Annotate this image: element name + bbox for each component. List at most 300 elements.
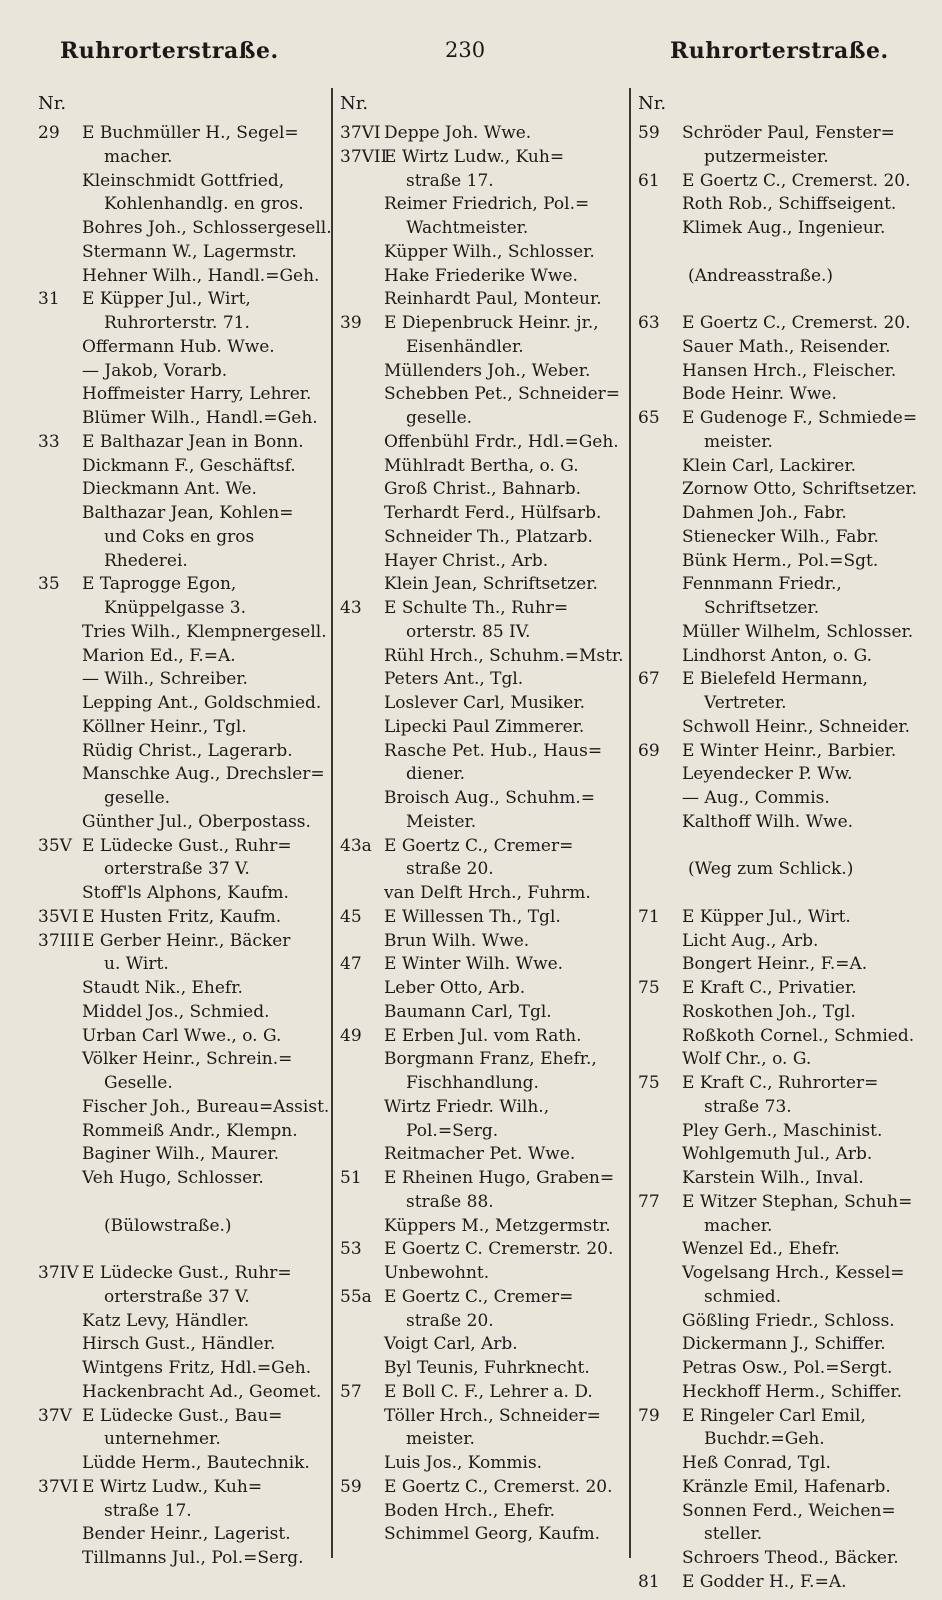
column-header-nr: Nr. [638,93,667,114]
entry-text: Gößling Friedr., Schloss. [682,1310,895,1331]
entry-text: macher. [104,146,173,167]
resident-line [638,1357,928,1381]
resident-line [340,1428,620,1452]
house-entry [638,1191,928,1215]
entry-text: E Rheinen Hugo, Graben= [384,1168,615,1188]
resident-line [340,265,620,289]
resident-line [340,763,620,787]
entry-text: Kohlenhandlg. en gros. [104,194,304,215]
entry-text: E Goertz C., Cremerst. 20. [384,1476,613,1497]
house-number: 55a [340,1286,372,1307]
entry-text: — Wilh., Schreiber. [82,669,248,690]
entry-text: straße 20. [406,859,494,880]
house-entry [38,288,328,312]
entry-text: E Küpper Jul., Wirt. [682,906,851,927]
resident-line [38,811,328,835]
house-number: 75 [638,978,660,998]
resident-line [340,407,620,431]
entry-text: E Goertz C., Cremerst. 20. [682,313,911,333]
entry-text: Dahmen Joh., Fabr. [682,503,847,523]
resident-line [38,692,328,716]
entry-text: putzermeister. [704,146,829,167]
resident-line [638,645,928,669]
entry-text: straße 88. [406,1191,494,1212]
resident-line [38,740,328,764]
house-number: 35V [38,835,72,856]
resident-line [340,1001,620,1025]
house-number: 79 [638,1405,660,1426]
entry-text: Wolf Chr., o. G. [682,1049,812,1070]
resident-line [638,383,928,407]
house-number: 65 [638,408,660,428]
resident-line [38,1452,328,1476]
resident-line [340,740,620,764]
entry-text: E Balthazar Jean in Bonn. [82,431,304,452]
entry-text: E Husten Fritz, Kaufm. [82,906,282,927]
entry-text: Günther Jul., Oberpostass. [82,811,311,832]
entry-text: Bode Heinr. Wwe. [682,384,837,405]
entry-text: Offenbühl Frdr., Hdl.=Geh. [384,431,619,452]
entry-text: Schimmel Georg, Kaufm. [384,1524,600,1545]
directory-column-3 [638,86,928,1595]
resident-line [638,1120,928,1144]
resident-line [638,1381,928,1405]
resident-line [38,383,328,407]
resident-line [638,1500,928,1524]
house-number: 37III [38,930,80,951]
resident-line [38,953,328,977]
resident-line [638,1025,928,1049]
resident-line [38,1191,328,1215]
entry-text: Lüdde Herm., Bautechnik. [82,1453,310,1473]
running-head-left: Ruhrorterstraße. [60,38,279,64]
resident-line [340,241,620,265]
entry-text: Offermann Hub. Wwe. [82,336,275,357]
entry-text: Voigt Carl, Arb. [384,1334,518,1355]
entry-text: Buchdr.=Geh. [704,1429,825,1450]
resident-line [38,217,332,241]
resident-line [340,360,620,384]
house-entry [638,977,928,1001]
entry-text: Knüppelgasse 3. [104,598,247,618]
entry-text: Deppe Joh. Wwe. [384,123,532,143]
house-entry [38,1262,328,1286]
page-header [0,38,942,72]
entry-text: Petras Osw., Pol.=Sergt. [682,1358,893,1378]
resident-line [340,668,620,692]
resident-line [340,1357,620,1381]
resident-line [638,1523,928,1547]
entry-text: Licht Aug., Arb. [682,930,819,951]
running-head-right: Ruhrorterstraße. [670,38,889,64]
house-entry [638,312,928,336]
house-number: 37VI [340,123,381,143]
resident-line [638,835,928,859]
resident-line [638,265,928,289]
entry-text: und Coks en gros [104,526,255,547]
entry-text: Borgmann Franz, Ehefr., [384,1049,597,1070]
house-entry [638,170,928,194]
entry-text: Veh Hugo, Schlosser. [82,1168,264,1188]
entry-text: E Ringeler Carl Emil, [682,1405,866,1426]
page-number: 230 [445,38,486,62]
entry-text: diener. [406,764,466,785]
resident-line [638,787,928,811]
resident-line [38,1500,328,1524]
resident-line [38,336,328,360]
resident-line [38,502,328,526]
entry-text: Hake Friederike Wwe. [384,265,578,286]
resident-line [638,360,928,384]
resident-line [638,1167,928,1191]
entry-text: Fischer Joh., Bureau=Assist. [82,1096,330,1117]
entry-text: Middel Jos., Schmied. [82,1001,270,1022]
house-entry [638,906,928,930]
resident-line [638,526,928,550]
resident-line [38,1001,328,1025]
resident-line [340,1048,620,1072]
resident-line [340,1333,620,1357]
house-entry [340,1476,620,1500]
resident-line [340,336,620,360]
house-number: 67 [638,669,660,690]
resident-line [340,716,620,740]
resident-line [38,1310,328,1334]
resident-line [340,787,620,811]
entry-text: Vogelsang Hrch., Kessel= [682,1263,905,1283]
house-entry [38,122,328,146]
entry-text: Lepping Ant., Goldschmied. [82,693,322,713]
resident-line [340,1072,620,1096]
column-divider [629,88,631,1558]
resident-line [340,526,620,550]
house-number: 53 [340,1239,362,1260]
resident-line [638,478,928,502]
resident-line [38,787,328,811]
resident-line [638,1333,928,1357]
entry-text: Schwoll Heinr., Schneider. [682,716,911,737]
house-number: 69 [638,740,660,761]
entry-text: Rühl Hrch., Schuhm.=Mstr. [384,645,624,666]
resident-line [38,1072,328,1096]
entry-text: Stermann W., Lagermstr. [82,241,297,262]
house-number: 47 [340,954,362,975]
resident-line [38,1143,328,1167]
entry-text: E Wirtz Ludw., Kuh= [82,1476,263,1497]
house-entry [38,431,328,455]
entry-text: E Willessen Th., Tgl. [384,906,561,927]
resident-line [38,645,328,669]
entry-text: geselle. [104,788,171,808]
entry-text: E Buchmüller H., Segel= [82,123,299,143]
entry-text: Leyendecker P. Ww. [682,764,853,785]
resident-line [38,1215,328,1239]
entry-text: Tillmanns Jul., Pol.=Serg. [82,1548,304,1568]
house-number: 63 [638,313,660,333]
resident-line [38,1547,328,1571]
entry-text: Wachtmeister. [406,218,529,238]
entry-text: Mühlradt Bertha, o. G. [384,455,579,476]
house-entry [340,953,620,977]
resident-line [340,573,620,597]
entry-text: Bender Heinr., Lagerist. [82,1524,291,1545]
resident-line [638,336,928,360]
entry-text: Klimek Aug., Ingenieur. [682,218,886,238]
entry-text: Wohlgemuth Jul., Arb. [682,1144,873,1165]
entry-text: Köllner Heinr., Tgl. [82,716,247,737]
resident-line [340,1120,620,1144]
entry-text: meister. [406,1429,475,1450]
entry-text: unternehmer. [104,1429,221,1450]
entry-text: Rüdig Christ., Lagerarb. [82,740,293,761]
entry-text: Roskothen Joh., Tgl. [682,1001,856,1022]
house-entry [638,740,928,764]
resident-line [638,455,928,479]
house-entry [340,1025,620,1049]
entry-text: Balthazar Jean, Kohlen= [82,503,294,523]
resident-line [38,1357,328,1381]
entry-text: Kalthoff Wilh. Wwe. [682,811,854,832]
entry-text: E Lüdecke Gust., Ruhr= [82,1263,292,1283]
resident-line [38,1096,328,1120]
resident-line [638,573,928,597]
entry-text: E Lüdecke Gust., Ruhr= [82,835,292,856]
entry-text: E Goertz C., Cremer= [384,1286,574,1307]
entry-text: Rommeiß Andr., Klempn. [82,1120,298,1141]
resident-line [38,455,328,479]
house-number: 31 [38,289,60,310]
house-entry [38,1405,328,1429]
resident-line [38,1025,328,1049]
resident-line [638,716,928,740]
entry-text: Schröder Paul, Fenster= [682,123,895,143]
entry-text: E Gudenoge F., Schmiede= [682,408,918,428]
entry-text: Töller Hrch., Schneider= [384,1405,601,1426]
entry-text: Reimer Friedrich, Pol.= [384,194,590,215]
entry-text: Klein Jean, Schriftsetzer. [384,574,598,595]
house-entry [38,906,328,930]
entry-text: Bohres Joh., Schlossergesell. [82,218,332,238]
entry-text: macher. [704,1215,773,1236]
entry-text: Sauer Math., Reisender. [682,336,891,357]
house-entry [340,1286,620,1310]
entry-text: Manschke Aug., Drechsler= [82,764,325,785]
resident-line [638,193,928,217]
house-number: 37IV [38,1263,79,1283]
resident-line [38,763,328,787]
resident-line [340,1523,620,1547]
entry-text: Schneider Th., Platzarb. [384,526,593,547]
entry-text: Baginer Wilh., Maurer. [82,1144,280,1165]
entry-text: Stoff'ls Alphons, Kaufm. [82,883,289,903]
entry-text: Hirsch Gust., Händler. [82,1334,276,1355]
entry-text: Völker Heinr., Schrein.= [82,1049,293,1070]
house-entry [638,1571,928,1595]
entry-text: Schroers Theod., Bäcker. [682,1548,899,1568]
entry-text: Hansen Hrch., Fleischer. [682,360,897,381]
resident-line [38,716,328,740]
entry-text: Roth Rob., Schiffseigent. [682,194,897,215]
house-number: 37VII [340,146,388,167]
house-entry [340,906,620,930]
resident-line [38,1048,328,1072]
house-number: 39 [340,313,362,333]
entry-text: Baumann Carl, Tgl. [384,1001,552,1022]
resident-line [38,858,328,882]
resident-line [38,668,328,692]
resident-line [340,455,620,479]
resident-line [340,478,620,502]
resident-line [340,977,620,1001]
resident-line [638,811,928,835]
entry-text: Luis Jos., Kommis. [384,1453,543,1473]
resident-line [340,621,620,645]
entry-text: straße 17. [406,170,494,191]
entry-text: Peters Ant., Tgl. [384,669,524,690]
resident-line [340,930,620,954]
entry-text: Brun Wilh. Wwe. [384,930,530,951]
resident-line [340,1310,620,1334]
resident-line [638,1001,928,1025]
entry-text: Sonnen Ferd., Weichen= [682,1500,896,1521]
resident-line [638,146,928,170]
directory-column-1 [38,86,332,1571]
entry-text: E Winter Heinr., Barbier. [682,740,897,761]
resident-line [38,1333,328,1357]
entry-text: Klein Carl, Lackirer. [682,455,857,476]
entry-text: Wirtz Friedr. Wilh., [384,1096,550,1117]
resident-line [340,1215,620,1239]
resident-line [38,526,328,550]
entry-text: Bünk Herm., Pol.=Sgt. [682,550,879,571]
resident-line [638,217,928,241]
resident-line [638,431,928,455]
resident-line [340,1452,620,1476]
resident-line [638,1547,928,1571]
entry-text: Byl Teunis, Fuhrknecht. [384,1358,590,1378]
directory-column-2 [340,86,624,1547]
column-header-nr: Nr. [340,93,369,114]
resident-line [38,1238,328,1262]
resident-line [38,265,328,289]
entry-text: orterstraße 37 V. [104,1286,250,1307]
resident-line [638,763,928,787]
resident-line [38,550,328,574]
house-entry [340,146,620,170]
entry-text: Urban Carl Wwe., o. G. [82,1025,282,1046]
resident-line [38,193,328,217]
house-entry [340,1381,620,1405]
resident-line [638,930,928,954]
house-number: 29 [38,123,60,143]
house-number: 43a [340,835,372,856]
resident-line [340,1262,620,1286]
entry-text: Wenzel Ed., Ehefr. [682,1239,840,1260]
entry-text: van Delft Hrch., Fuhrm. [384,883,591,903]
resident-line [340,217,620,241]
entry-text: Terhardt Ferd., Hülfsarb. [384,503,602,523]
entry-text: E Goertz C., Cremerst. 20. [682,170,911,191]
resident-line [38,360,328,384]
house-number: 71 [638,906,660,927]
house-number: 59 [340,1476,362,1497]
resident-line [340,858,620,882]
entry-text: Katz Levy, Händler. [82,1310,250,1331]
entry-text: Heß Conrad, Tgl. [682,1453,831,1473]
entry-text: Rhederei. [104,550,188,571]
resident-line [638,1048,928,1072]
house-entry [638,668,928,692]
entry-text: — Jakob, Vorarb. [82,360,228,381]
resident-line [638,550,928,574]
resident-line [638,882,928,906]
house-entry [340,1238,620,1262]
resident-line [638,1452,928,1476]
entry-text: E Diepenbruck Heinr. jr., [384,313,599,333]
entry-text: Leber Otto, Arb. [384,978,526,998]
entry-text: u. Wirt. [104,954,169,975]
entry-text: Reinhardt Paul, Monteur. [384,289,602,310]
house-entry [638,407,928,431]
house-number: 75 [638,1073,660,1093]
entry-text: Unbewohnt. [384,1263,490,1283]
entry-text: E Kraft C., Ruhrorter= [682,1073,879,1093]
entry-text: Bongert Heinr., F.=A. [682,954,868,975]
entry-text: Fennmann Friedr., [682,574,842,595]
entry-text: Küpper Wilh., Schlosser. [384,241,595,262]
entry-text: E Winter Wilh. Wwe. [384,954,564,975]
entry-text: Wintgens Fritz, Hdl.=Geh. [82,1358,312,1378]
entry-text: orterstr. 85 IV. [406,621,531,642]
entry-text: Hehner Wilh., Handl.=Geh. [82,265,320,286]
entry-text: Hayer Christ., Arb. [384,550,549,571]
resident-line [638,597,928,621]
entry-text: Fischhandlung. [406,1073,539,1093]
resident-line [340,1500,620,1524]
entry-text: straße 17. [104,1500,192,1521]
house-entry [638,1405,928,1429]
resident-line [638,502,928,526]
resident-line [638,1476,928,1500]
house-number: 61 [638,170,660,191]
entry-text: Pol.=Serg. [406,1120,499,1141]
entry-text: Boden Hrch., Ehefr. [384,1500,556,1521]
entry-text: Pley Gerh., Maschinist. [682,1120,883,1141]
resident-line [340,1143,620,1167]
entry-text: Müllenders Joh., Weber. [384,360,591,381]
entry-text: Roßkoth Cornel., Schmied. [682,1025,915,1046]
entry-text: E Bielefeld Hermann, [682,669,868,690]
house-number: 35 [38,574,60,595]
entry-text: Lindhorst Anton, o. G. [682,645,872,666]
resident-line [638,953,928,977]
entry-text: straße 73. [704,1096,792,1117]
entry-text: Blümer Wilh., Handl.=Geh. [82,408,318,428]
entry-text: Staudt Nik., Ehefr. [82,978,243,998]
resident-line [638,1143,928,1167]
column-divider [331,88,333,1558]
entry-text: E Boll C. F., Lehrer a. D. [384,1381,593,1402]
resident-line [340,692,620,716]
resident-line [38,312,328,336]
entry-text: E Erben Jul. vom Rath. [384,1025,582,1046]
house-number: 45 [340,906,362,927]
house-number: 37VI [38,1476,79,1497]
entry-text: Dieckmann Ant. We. [82,479,257,500]
resident-line [340,193,620,217]
resident-line [340,882,620,906]
entry-text: Tries Wilh., Klempnergesell. [82,621,327,642]
